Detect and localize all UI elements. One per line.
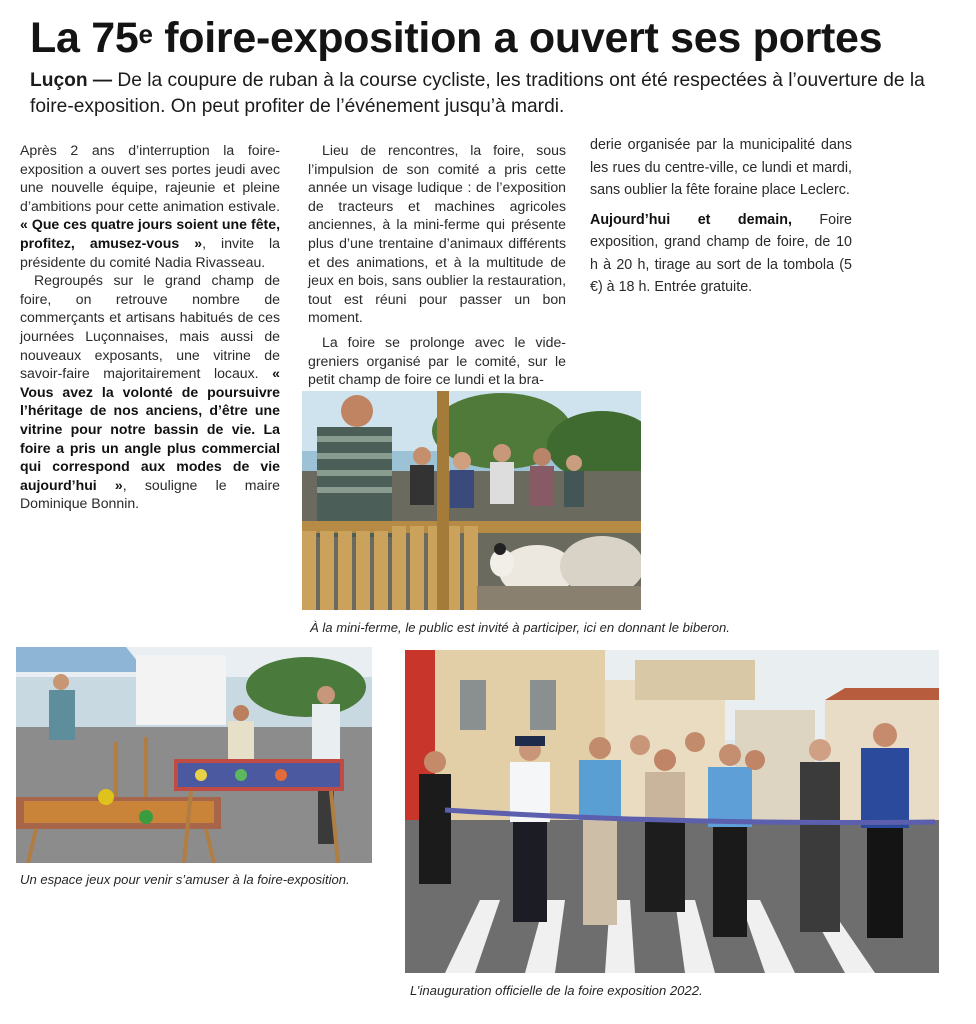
paragraph <box>20 271 280 513</box>
text: Regroupés sur le grand champ de foire, on retrouve nombre de commerçants et artisans habitués de ces journées Luçonnaises, mais aussi de nouveaux exposants, une vitrine de savoir-faire majoritairement locaux. <box>20 272 280 382</box>
paragraph: derie organisée par la municipalité dans les rues du centre-ville, ce lundi et mardi, sans oublier la fête foraine place Leclerc. <box>590 137 852 198</box>
mini-farm-photo <box>302 391 641 610</box>
article-column-2 <box>308 141 566 389</box>
lead-paragraph <box>30 68 970 120</box>
quote: « Que ces quatre jours soient une fête, profitez, amusez-vous » <box>20 216 280 251</box>
headline-superscript: e <box>138 19 153 49</box>
text: , souligne le maire Dominique Bonnin. <box>20 476 280 512</box>
games-area-photo <box>16 647 372 863</box>
inauguration-photo <box>405 650 939 973</box>
quote: « Vous avez la volonté de poursuivre l’héritage de nos anciens, d’être une vitrine pour notre bassin de vie. La foire a pris un angle plus commercial qui correspond aux modes de vie aujourd’hui » <box>20 365 280 493</box>
caption-inauguration: L’inauguration officielle de la foire exposition 2022. <box>410 983 703 998</box>
caption-games: Un espace jeux pour venir s’amuser à la foire-exposition. <box>20 872 350 887</box>
text: , invite la présidente du comité Nadia Rivasseau. <box>20 234 280 270</box>
headline <box>30 8 960 68</box>
caption-farm: À la mini-ferme, le public est invité à participer, ici en donnant le biberon. <box>310 620 730 635</box>
info-label: Aujourd’hui et demain, <box>590 211 792 228</box>
article-column-1 <box>20 141 280 513</box>
paragraph: Lieu de rencontres, la foire, sous l’impulsion de son comité a pris cette année un visage ludique : de l’exposition de tracteurs et machines agricoles anciennes, à la mini-ferme qui présente plus d’une trentaine d’animaux différents et des animations, et à la multitude de jeux en bois, sans oublier la restauration, tout est réuni pour passer un bon moment. <box>308 142 566 326</box>
lead-text: De la coupure de ruban à la course cycliste, les traditions ont été respectées à l’ouverture de la foire-exposition. On peut profiter de l’événement jusqu’à mardi. <box>30 70 925 117</box>
paragraph: La foire se prolonge avec le vide-greniers organisé par le comité, sur le petit champ de foire ce lundi et la bra- <box>308 333 566 388</box>
headline-part-2: foire-exposition a ouvert ses portes <box>152 14 883 62</box>
dateline: Luçon — <box>30 70 113 91</box>
practical-info <box>590 209 852 299</box>
headline-part-1: La 75 <box>30 14 139 62</box>
paragraph <box>20 141 280 271</box>
info-text: Foire exposition, grand champ de foire, de 10 h à 20 h, tirage au sort de la tombola (5 €) à 18 h. Entrée gratuite. <box>590 211 853 295</box>
article-column-3 <box>590 134 852 299</box>
text: Après 2 ans d’interruption la foire-exposition a ouvert ses portes jeudi avec une nouvelle équipe, rajeunie et pleine d’ambitions pour cette animation estivale. <box>20 142 280 214</box>
